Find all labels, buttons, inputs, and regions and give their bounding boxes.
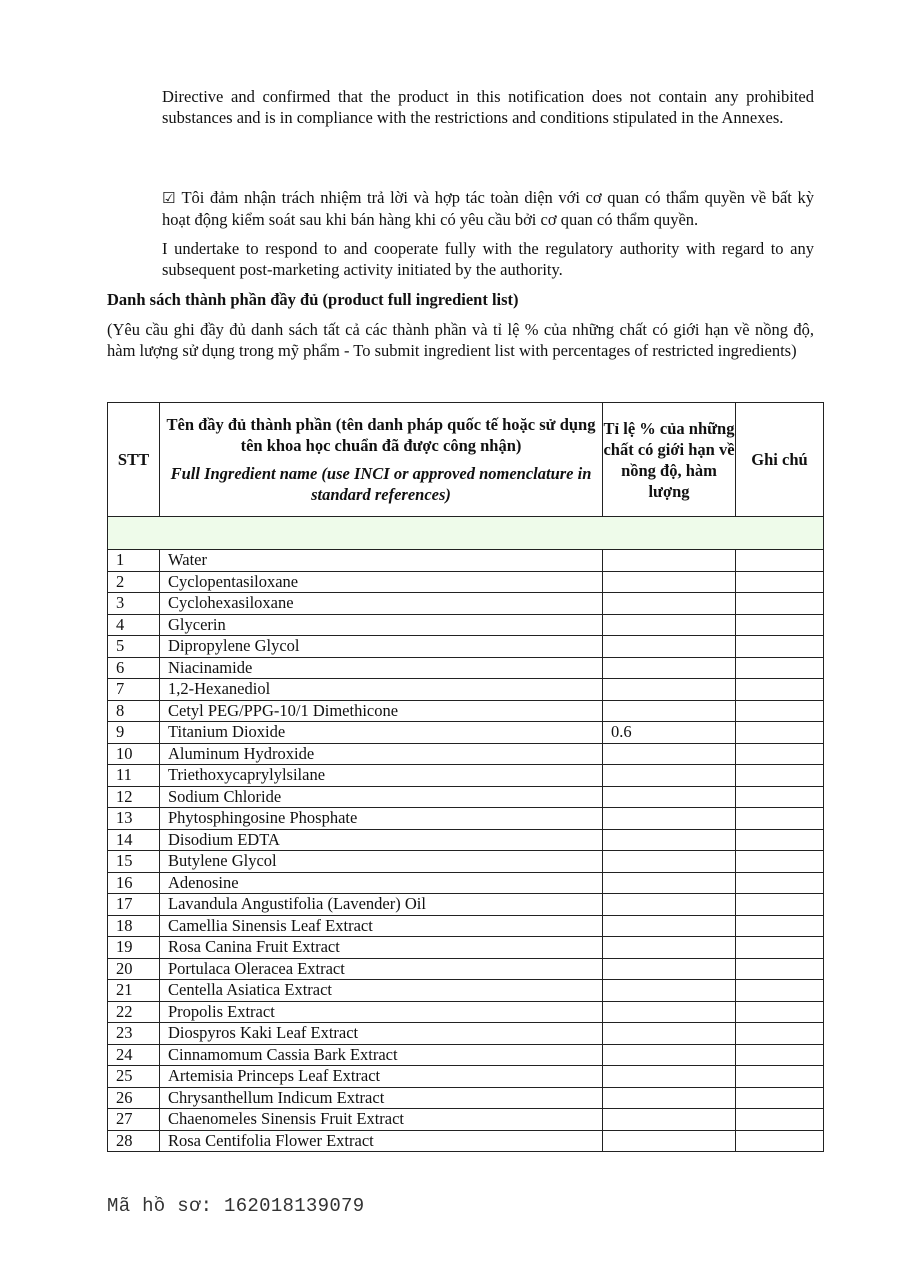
percent-cell <box>603 1066 736 1088</box>
header-ingredient-name <box>160 403 603 517</box>
ingredient-name-cell: Butylene Glycol <box>160 851 603 873</box>
percent-cell <box>603 679 736 701</box>
percent-cell <box>603 743 736 765</box>
commitment-en-paragraph: I undertake to respond to and cooperate fully with the regulatory authority with regard to any subsequent post-marketing activity initiated by the authority. <box>162 239 814 279</box>
table-row <box>108 765 824 787</box>
directive-paragraph: Directive and confirmed that the product in this notification does not contain any prohibited substances and is in compliance with the restrictions and conditions stipulated in the Annexes. <box>162 87 814 127</box>
ingredient-name-cell: Camellia Sinensis Leaf Extract <box>160 915 603 937</box>
percent-cell <box>603 851 736 873</box>
percent-cell <box>603 614 736 636</box>
row-number-cell: 22 <box>108 1001 160 1023</box>
ingredient-list-instruction: (Yêu cầu ghi đầy đủ danh sách tất cả các thành phần và tỉ lệ % của những chất có giới hạn về nồng độ, hàm lượng sử dụng trong mỹ phẩm - To submit ingredient list with percentages of restricted ingredients) <box>107 320 814 360</box>
table-row <box>108 657 824 679</box>
highlight-row <box>108 517 824 550</box>
note-cell <box>736 593 824 615</box>
note-cell <box>736 958 824 980</box>
percent-cell <box>603 894 736 916</box>
note-cell <box>736 571 824 593</box>
ingredient-name-cell: 1,2-Hexanediol <box>160 679 603 701</box>
percent-cell <box>603 657 736 679</box>
note-cell <box>736 1087 824 1109</box>
table-row <box>108 679 824 701</box>
note-cell <box>736 743 824 765</box>
ingredient-name-cell: Chaenomeles Sinensis Fruit Extract <box>160 1109 603 1131</box>
row-number-cell: 12 <box>108 786 160 808</box>
percent-cell <box>603 829 736 851</box>
ingredient-name-cell: Niacinamide <box>160 657 603 679</box>
row-number-cell: 3 <box>108 593 160 615</box>
table-row <box>108 829 824 851</box>
table-row <box>108 1130 824 1152</box>
percent-cell <box>603 593 736 615</box>
table-row <box>108 593 824 615</box>
ingredient-table <box>107 402 824 1152</box>
table-row <box>108 958 824 980</box>
header-ingredient-name-vn: Tên đầy đủ thành phần (tên danh pháp quốc tế hoặc sử dụng tên khoa học chuẩn đã được công nhận) <box>166 415 596 455</box>
percent-cell <box>603 700 736 722</box>
row-number-cell: 18 <box>108 915 160 937</box>
row-number-cell: 14 <box>108 829 160 851</box>
ingredient-name-cell: Rosa Centifolia Flower Extract <box>160 1130 603 1152</box>
table-row <box>108 550 824 572</box>
ingredient-name-cell: Water <box>160 550 603 572</box>
ingredient-name-cell: Phytosphingosine Phosphate <box>160 808 603 830</box>
table-row <box>108 722 824 744</box>
note-cell <box>736 851 824 873</box>
highlight-cell <box>108 517 824 550</box>
table-row <box>108 614 824 636</box>
ingredient-name-cell: Dipropylene Glycol <box>160 636 603 658</box>
note-cell <box>736 1001 824 1023</box>
row-number-cell: 24 <box>108 1044 160 1066</box>
table-row <box>108 851 824 873</box>
note-cell <box>736 700 824 722</box>
ingredient-name-cell: Rosa Canina Fruit Extract <box>160 937 603 959</box>
percent-cell <box>603 786 736 808</box>
table-row <box>108 636 824 658</box>
row-number-cell: 6 <box>108 657 160 679</box>
table-header-row <box>108 403 824 517</box>
note-cell <box>736 786 824 808</box>
percent-cell <box>603 808 736 830</box>
note-cell <box>736 894 824 916</box>
row-number-cell: 15 <box>108 851 160 873</box>
table-row <box>108 980 824 1002</box>
ingredient-name-cell: Triethoxycaprylylsilane <box>160 765 603 787</box>
note-cell <box>736 550 824 572</box>
row-number-cell: 2 <box>108 571 160 593</box>
table-row <box>108 937 824 959</box>
ingredient-name-cell: Sodium Chloride <box>160 786 603 808</box>
row-number-cell: 28 <box>108 1130 160 1152</box>
ingredient-list-title: Danh sách thành phần đầy đủ (product full ingredient list) <box>107 290 519 309</box>
table-row <box>108 700 824 722</box>
percent-cell <box>603 1044 736 1066</box>
percent-cell <box>603 550 736 572</box>
row-number-cell: 1 <box>108 550 160 572</box>
row-number-cell: 10 <box>108 743 160 765</box>
note-cell <box>736 1066 824 1088</box>
table-row <box>108 894 824 916</box>
table-row <box>108 1044 824 1066</box>
note-cell <box>736 1023 824 1045</box>
note-cell <box>736 679 824 701</box>
percent-cell <box>603 937 736 959</box>
note-cell <box>736 657 824 679</box>
commitment-vn-text: Tôi đảm nhận trách nhiệm trả lời và hợp tác toàn diện với cơ quan có thẩm quyền về bất kỳ hoạt động kiểm soát sau khi bán hàng khi có yêu cầu bởi cơ quan có thẩm quyền. <box>162 188 814 229</box>
note-cell <box>736 915 824 937</box>
percent-cell <box>603 1087 736 1109</box>
table-row <box>108 1066 824 1088</box>
row-number-cell: 17 <box>108 894 160 916</box>
percent-cell <box>603 958 736 980</box>
note-cell <box>736 1044 824 1066</box>
percent-cell: 0.6 <box>603 722 736 744</box>
percent-cell <box>603 915 736 937</box>
row-number-cell: 9 <box>108 722 160 744</box>
note-cell <box>736 808 824 830</box>
note-cell <box>736 937 824 959</box>
commitment-vn-paragraph <box>162 187 814 230</box>
note-cell <box>736 872 824 894</box>
table-row <box>108 786 824 808</box>
ingredient-name-cell: Cinnamomum Cassia Bark Extract <box>160 1044 603 1066</box>
table-row <box>108 1001 824 1023</box>
percent-cell <box>603 1001 736 1023</box>
ingredient-name-cell: Titanium Dioxide <box>160 722 603 744</box>
note-cell <box>736 636 824 658</box>
percent-cell <box>603 980 736 1002</box>
percent-cell <box>603 636 736 658</box>
table-row <box>108 1023 824 1045</box>
row-number-cell: 8 <box>108 700 160 722</box>
header-ingredient-name-en: Full Ingredient name (use INCI or approved nomenclature in standard references) <box>170 464 592 504</box>
table-row <box>108 1109 824 1131</box>
ingredient-name-cell: Artemisia Princeps Leaf Extract <box>160 1066 603 1088</box>
note-cell <box>736 1109 824 1131</box>
table-row <box>108 1087 824 1109</box>
row-number-cell: 7 <box>108 679 160 701</box>
ingredient-name-cell: Chrysanthellum Indicum Extract <box>160 1087 603 1109</box>
row-number-cell: 20 <box>108 958 160 980</box>
percent-cell <box>603 1023 736 1045</box>
table-row <box>108 872 824 894</box>
table-row <box>108 743 824 765</box>
record-code: Mã hồ sơ: 162018139079 <box>107 1195 365 1217</box>
row-number-cell: 13 <box>108 808 160 830</box>
row-number-cell: 25 <box>108 1066 160 1088</box>
ingredient-name-cell: Aluminum Hydroxide <box>160 743 603 765</box>
row-number-cell: 21 <box>108 980 160 1002</box>
percent-cell <box>603 872 736 894</box>
header-stt: STT <box>108 403 160 517</box>
ingredient-name-cell: Propolis Extract <box>160 1001 603 1023</box>
table-row <box>108 571 824 593</box>
row-number-cell: 19 <box>108 937 160 959</box>
note-cell <box>736 614 824 636</box>
percent-cell <box>603 765 736 787</box>
row-number-cell: 27 <box>108 1109 160 1131</box>
note-cell <box>736 829 824 851</box>
ingredient-name-cell: Cyclohexasiloxane <box>160 593 603 615</box>
ingredient-name-cell: Cyclopentasiloxane <box>160 571 603 593</box>
row-number-cell: 11 <box>108 765 160 787</box>
percent-cell <box>603 1130 736 1152</box>
ingredient-name-cell: Diospyros Kaki Leaf Extract <box>160 1023 603 1045</box>
ingredient-name-cell: Portulaca Oleracea Extract <box>160 958 603 980</box>
percent-cell <box>603 1109 736 1131</box>
table-row <box>108 915 824 937</box>
ingredient-name-cell: Lavandula Angustifolia (Lavender) Oil <box>160 894 603 916</box>
note-cell <box>736 765 824 787</box>
row-number-cell: 16 <box>108 872 160 894</box>
percent-cell <box>603 571 736 593</box>
header-percent: Tỉ lệ % của những chất có giới hạn về nồng độ, hàm lượng <box>603 403 736 517</box>
checked-checkbox-icon[interactable]: ☑ <box>162 189 176 207</box>
header-note: Ghi chú <box>736 403 824 517</box>
row-number-cell: 4 <box>108 614 160 636</box>
ingredient-name-cell: Disodium EDTA <box>160 829 603 851</box>
row-number-cell: 23 <box>108 1023 160 1045</box>
note-cell <box>736 1130 824 1152</box>
note-cell <box>736 722 824 744</box>
row-number-cell: 26 <box>108 1087 160 1109</box>
table-row <box>108 808 824 830</box>
ingredient-name-cell: Cetyl PEG/PPG-10/1 Dimethicone <box>160 700 603 722</box>
ingredient-name-cell: Centella Asiatica Extract <box>160 980 603 1002</box>
note-cell <box>736 980 824 1002</box>
ingredient-name-cell: Adenosine <box>160 872 603 894</box>
row-number-cell: 5 <box>108 636 160 658</box>
ingredient-name-cell: Glycerin <box>160 614 603 636</box>
